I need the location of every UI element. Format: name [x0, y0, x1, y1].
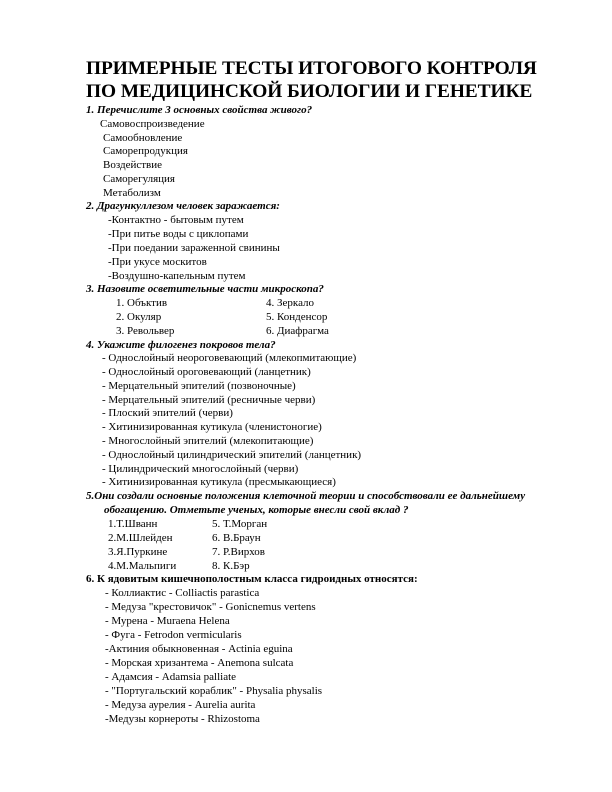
answer-option: Воздействие: [103, 159, 163, 171]
answer-option: 2.М.Шлейден: [108, 532, 173, 544]
answer-option: 4.М.Мальпиги: [108, 560, 177, 572]
answer-option: - Хитинизированная кутикула (пресмыкающиеся): [102, 476, 336, 488]
answer-option: Самообновление: [103, 132, 183, 144]
answer-option: - Многослойный эпителий (млекопитающие): [102, 435, 314, 447]
answer-option: -Актиния обыкновенная - Actinia eguina: [105, 643, 293, 655]
answer-option: - "Португальский кораблик" - Physalia physalis: [105, 685, 323, 697]
answer-option: 3. Револьвер: [116, 325, 175, 337]
answer-option: - Мерцательный эпителий (позвоночные): [102, 380, 296, 392]
answer-option: -При укусе москитов: [108, 256, 207, 268]
answer-option: -При поедании зараженной свинины: [108, 242, 280, 254]
page-title: [86, 57, 586, 103]
answer-option: - Фуга - Fetrodon vermicularis: [105, 629, 242, 641]
answer-option: 7. Р.Вирхов: [212, 546, 265, 558]
answer-option: 6. Диафрагма: [266, 325, 329, 337]
answer-option: -Воздушно-капельным путем: [108, 270, 246, 282]
answer-option: -Контактно - бытовым путем: [108, 214, 244, 226]
answer-option: 6. В.Браун: [212, 532, 261, 544]
answer-option: Саморегуляция: [103, 173, 175, 185]
answer-option: - Адамсия - Adamsia palliate: [105, 671, 237, 683]
answer-option: - Коллиактис - Colliactis parastica: [105, 587, 260, 599]
question-2: 2. Драгункуллезом человек заражается:: [86, 200, 280, 212]
answer-option: - Мурена - Muraena Helena: [105, 615, 230, 627]
answer-option: - Медуза аурелия - Aurelia aurita: [105, 699, 256, 711]
answer-option: 4. Зеркало: [266, 297, 315, 309]
title-line: ПО МЕДИЦИНСКОЙ БИОЛОГИИ И ГЕНЕТИКЕ: [86, 81, 533, 102]
answer-option: -При питье воды с циклопами: [108, 228, 249, 240]
question-3: 3. Назовите осветительные части микроскопа?: [86, 283, 324, 295]
question-4: 4. Укажите филогенез покровов тела?: [86, 339, 276, 351]
question-6: 6. К ядовитым кишечнополостным класса гидроидных относятся:: [86, 573, 418, 585]
answer-option: Саморепродукция: [103, 145, 188, 157]
answer-option: - Плоский эпителий (черви): [102, 407, 233, 419]
answer-option: 8. К.Бэр: [212, 560, 250, 572]
question-5: 5.Они создали основные положения клеточной теории и способствовали ее дальнейшему: [86, 490, 526, 502]
question-5-continuation: обогащению. Отметьте ученых, которые внесли свой вклад ?: [104, 504, 409, 516]
answer-option: - Мерцательный эпителий (ресничные черви): [102, 394, 316, 406]
answer-option: 3.Я.Пуркине: [108, 546, 168, 558]
answer-option: 5. Т.Морган: [212, 518, 268, 530]
answer-option: - Хитинизированная кутикула (членистоногие): [102, 421, 322, 433]
answer-option: 1. Объктив: [116, 297, 168, 309]
answer-option: - Цилиндрический многослойный (черви): [102, 463, 299, 475]
answer-option: - Однослойный цилиндрический эпителий (ланцетник): [102, 449, 362, 461]
answer-option: - Морская хризантема - Anemona sulcata: [105, 657, 294, 669]
answer-option: - Медуза "крестовичок" - Gonicnemus vertens: [105, 601, 316, 613]
answer-option: 2. Окуляр: [116, 311, 162, 323]
answer-option: - Однослойный неороговевающий (млекопмитающие): [102, 352, 357, 364]
answer-option: Метаболизм: [103, 187, 161, 199]
question-1: 1. Перечислите 3 основных свойства живого?: [86, 104, 313, 116]
answer-option: 1.Т.Шванн: [108, 518, 158, 530]
answer-option: 5. Конденсор: [266, 311, 328, 323]
answer-option: -Медузы корнероты - Rhizostoma: [105, 713, 260, 725]
answer-option: - Однослойный ороговевающий (ланцетник): [102, 366, 311, 378]
title-line: ПРИМЕРНЫЕ ТЕСТЫ ИТОГОВОГО КОНТРОЛЯ: [86, 58, 537, 79]
answer-option: Самовоспроизведение: [100, 118, 205, 130]
